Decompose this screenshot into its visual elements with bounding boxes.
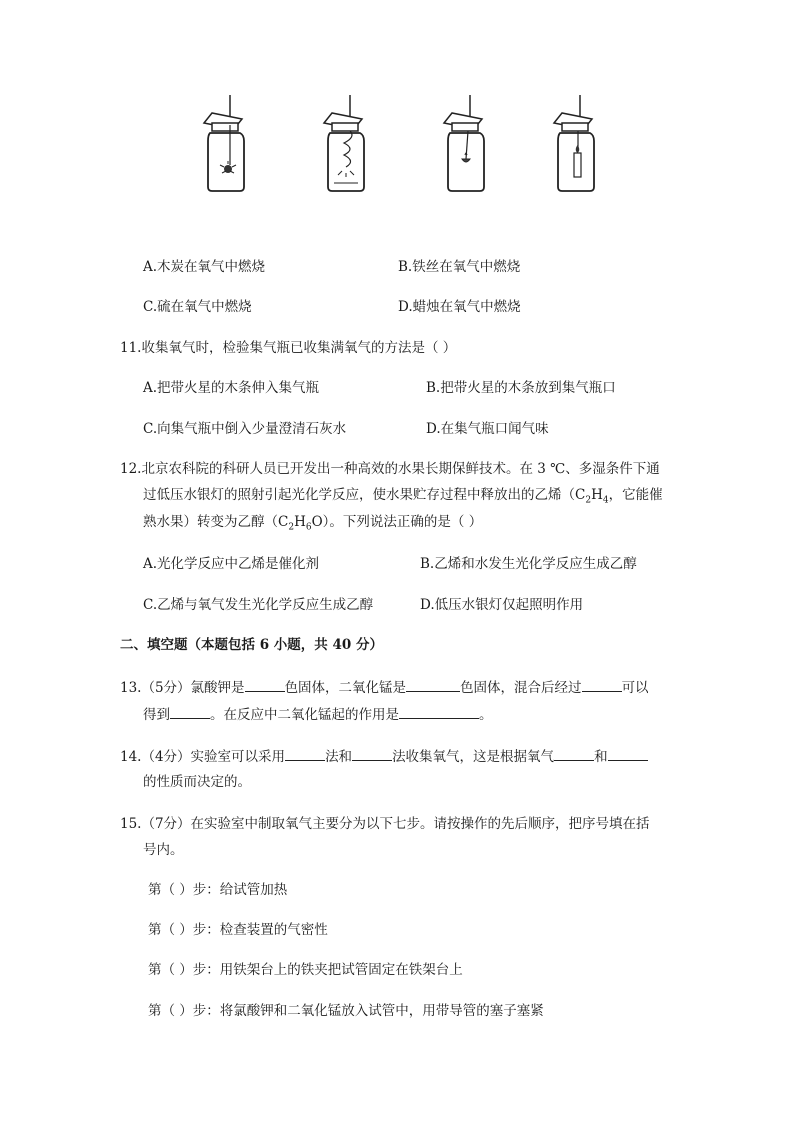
q12-option-d: D.低压水银灯仅起照明作用 bbox=[420, 597, 584, 613]
answer-blank[interactable] bbox=[245, 677, 285, 692]
q10-option-a: A.木炭在氧气中燃烧 bbox=[143, 259, 266, 275]
q12-stem-line1: 12.北京农科院的科研人员已开发出一种高效的水果长期保鲜技术。在 3 ℃、多湿条件下通 bbox=[120, 461, 660, 477]
q15-stem-line1: 15.（7分）在实验室中制取氧气主要分为以下七步。请按操作的先后顺序，把序号填在括 bbox=[120, 816, 650, 832]
q14-line2: 的性质而决定的。 bbox=[143, 774, 251, 790]
q15-step-1: 第（ ）步：给试管加热 bbox=[148, 882, 288, 898]
q12-stem-line2: 过低压水银灯的照射引起光化学反应，使水果贮存过程中释放出的乙烯（$C_2H_4$，它能催 bbox=[143, 487, 663, 506]
q11-option-b: B.把带火星的木条放到集气瓶口 bbox=[426, 380, 616, 396]
q12-stem-line3: 熟水果）转变为乙醇$(C_2H_6O)$。下列说法正确的是（ ） bbox=[143, 514, 483, 533]
answer-blank[interactable] bbox=[399, 704, 479, 719]
sulfur-jar-figure bbox=[438, 95, 494, 195]
q13-line2: 得到 。在反应中二氧化锰起的作用是 。 bbox=[143, 704, 493, 725]
candle-jar-figure bbox=[548, 95, 604, 195]
q10-option-b: B.铁丝在氧气中燃烧 bbox=[398, 259, 521, 275]
q15-stem-line2: 号内。 bbox=[143, 842, 184, 858]
answer-blank[interactable] bbox=[406, 677, 460, 692]
answer-blank[interactable] bbox=[582, 677, 622, 692]
q15-step-4: 第（ ）步：将氯酸钾和二氧化锰放入试管中，用带导管的塞子塞紧 bbox=[148, 1003, 544, 1019]
q13-line1: 13.（5分）氯酸钾是 色固体，二氧化锰是 色固体，混合后经过 可以 bbox=[120, 677, 649, 698]
answer-blank[interactable] bbox=[285, 746, 325, 761]
answer-blank[interactable] bbox=[170, 704, 210, 719]
q11-option-d: D.在集气瓶口闻气味 bbox=[426, 421, 549, 437]
q15-step-2: 第（ ）步：检查装置的气密性 bbox=[148, 922, 328, 938]
q12-option-c: C.乙烯与氧气发生光化学反应生成乙醇 bbox=[143, 597, 374, 613]
charcoal-jar-figure bbox=[198, 95, 254, 195]
iron-wire-jar-figure bbox=[318, 95, 374, 195]
section-title: 二、填空题（本题包括 6 小题，共 40 分） bbox=[120, 637, 383, 653]
q10-option-c: C.硫在氧气中燃烧 bbox=[143, 299, 252, 315]
q14-line1: 14.（4分）实验室可以采用 法和 法收集氧气，这是根据氧气 和 bbox=[120, 746, 648, 767]
answer-blank[interactable] bbox=[352, 746, 392, 761]
combustion-figures bbox=[0, 95, 794, 195]
q11-stem: 11.收集氧气时，检验集气瓶已收集满氧气的方法是（ ） bbox=[120, 340, 457, 356]
answer-blank[interactable] bbox=[554, 746, 594, 761]
q15-step-3: 第（ ）步：用铁架台上的铁夹把试管固定在铁架台上 bbox=[148, 962, 463, 978]
q12-option-a: A.光化学反应中乙烯是催化剂 bbox=[143, 556, 320, 572]
q12-option-b: B.乙烯和水发生光化学反应生成乙醇 bbox=[420, 556, 637, 572]
q11-option-a: A.把带火星的木条伸入集气瓶 bbox=[143, 380, 320, 396]
answer-blank[interactable] bbox=[608, 746, 648, 761]
q11-option-c: C.向集气瓶中倒入少量澄清石灰水 bbox=[143, 421, 347, 437]
q10-option-d: D.蜡烛在氧气中燃烧 bbox=[398, 299, 521, 315]
